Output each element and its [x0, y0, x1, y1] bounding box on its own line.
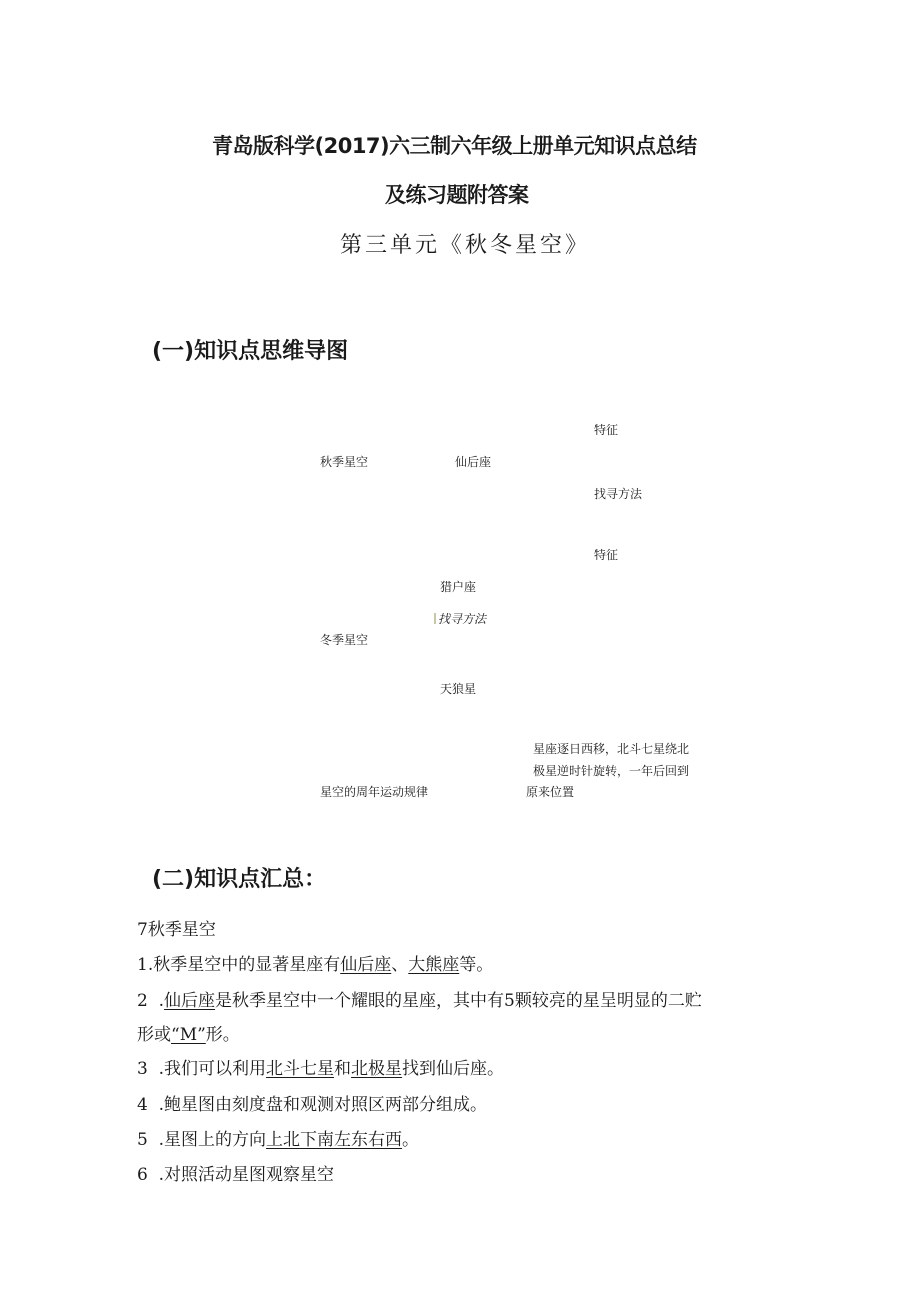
motion-desc-line3: 原来位置 — [526, 785, 575, 799]
winter-branch-method: 找寻方法 — [434, 610, 486, 627]
summary-item-6: 6 .对照活动星图观察星空 — [137, 1165, 335, 1185]
document-title-line1: 青岛版科学(2017)六三制六年级上册单元知识点总结 — [212, 134, 697, 158]
mindmap-heading: (一)知识点思维导图 — [152, 339, 349, 364]
motion-desc-line2: 极星逆时针旋转，一年后回到 — [533, 764, 690, 778]
summary-heading: (二)知识点汇总： — [152, 867, 327, 892]
orion-node: 猎户座 — [440, 580, 477, 594]
autumn-branch-features: 特征 — [594, 423, 619, 437]
unit-title: 第三单元《秋冬星空》 — [340, 233, 591, 258]
summary-item-4: 4 .鲍星图由刻度盘和观测对照区两部分组成。 — [137, 1095, 488, 1115]
summary-subsection: 7秋季星空 — [137, 920, 216, 940]
winter-sky-node: 冬季星空 — [320, 633, 369, 647]
autumn-sky-node: 秋季星空 — [320, 455, 369, 469]
summary-item-2: 2 .仙后座是秋季星空中一个耀眼的星座，其中有5颗较亮的星呈明显的二贮 — [137, 991, 702, 1011]
summary-item-1: 1.秋季星空中的显著星座有仙后座、大熊座等。 — [137, 955, 494, 975]
document-title-line2: 及练习题附答案 — [385, 183, 529, 207]
sirius-node: 天狼星 — [440, 682, 477, 696]
winter-branch-features: 特征 — [594, 548, 619, 562]
autumn-branch-method: 找寻方法 — [594, 487, 643, 501]
annual-motion-node: 星空的周年运动规律 — [320, 785, 429, 799]
summary-item-3: 3 .我们可以利用北斗七星和北极星找到仙后座。 — [137, 1059, 505, 1079]
motion-desc-line1: 星座逐日西移，北斗七星绕北 — [533, 742, 690, 756]
summary-item-2-continued: 形或“M”形。 — [137, 1025, 240, 1045]
summary-item-5: 5 .星图上的方向上北下南左东右西。 — [137, 1130, 420, 1150]
cassiopeia-node: 仙后座 — [455, 455, 492, 469]
